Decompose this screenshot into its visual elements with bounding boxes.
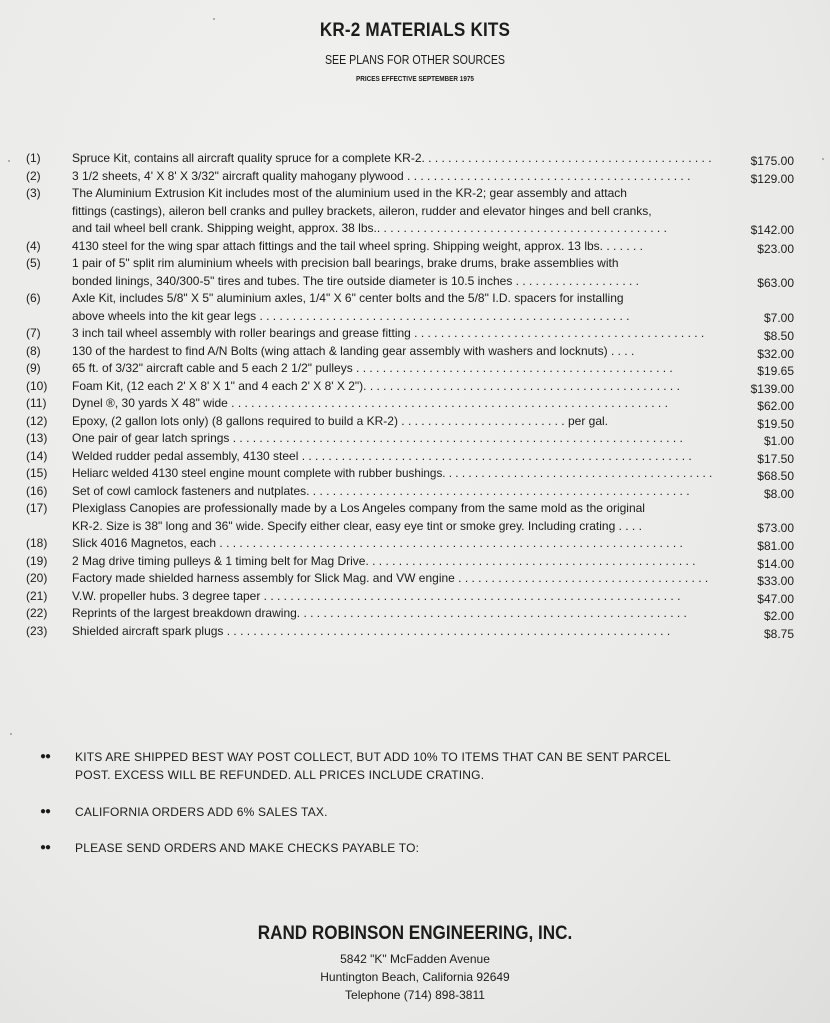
item-description [72, 378, 712, 396]
item-number: (11) [26, 396, 47, 410]
item-number: (8) [26, 343, 41, 358]
item-description [72, 290, 712, 325]
item-price: $8.75 [763, 626, 794, 641]
item-price: $1.00 [763, 434, 794, 448]
item-number: (18) [26, 536, 48, 550]
item-number: (15) [26, 466, 48, 480]
item-price: $68.50 [757, 469, 794, 483]
item-description-line: fittings (castings), aileron bell cranks and pulley brackets, aileron, rudder and elevator hinges and bell cranks, [72, 203, 652, 218]
item-number: (21) [26, 588, 48, 603]
item-description-line: One pair of gear latch springs . . . . . . . . . . . . . . . . . . . . . . . . . . . . . . . . . . . . . . . . . . . . . . . . . . . . . . . . . . . . . . . . . . . . [72, 431, 683, 445]
item-description [72, 168, 712, 186]
item-price: $7.00 [763, 310, 794, 325]
item-description-line: bonded linings, 340/300-5" tires and tubes. The tire outside diameter is 10.5 inches . . . . . . . . . . . . . . . . . . . [72, 273, 640, 288]
item-description [72, 605, 712, 623]
item-price: $47.00 [757, 591, 794, 606]
item-price: $23.00 [757, 241, 794, 256]
item-description-line: 65 ft. of 3/32" aircraft cable and 5 each 2 1/2" pulleys . . . . . . . . . . . . . . . . . . . . . . . . . . . . . . . . . . . . . . . . . . . . . . . . [72, 361, 673, 375]
order-note-line: PLEASE SEND ORDERS AND MAKE CHECKS PAYABLE TO: [75, 841, 420, 855]
item-price: $129.00 [750, 171, 794, 186]
item-price: $73.00 [757, 520, 794, 535]
company-address-city: Huntington Beach, California 92649 [320, 970, 510, 984]
item-price: $63.00 [757, 275, 794, 290]
item-description [72, 500, 712, 535]
order-note-line: CALIFORNIA ORDERS ADD 6% SALES TAX. [75, 805, 328, 819]
page-title: KR-2 MATERIALS KITS [319, 20, 511, 41]
item-description-line: 130 of the hardest to find A/N Bolts (wing attach & landing gear assembly with washers and locknuts) . . . . [72, 343, 635, 358]
order-note [75, 839, 715, 857]
item-number: (2) [26, 168, 41, 183]
item-description [72, 553, 712, 571]
item-number: (16) [26, 483, 48, 498]
item-description [72, 360, 712, 378]
item-description [72, 570, 712, 588]
item-description-line: Dynel ®, 30 yards X 48" wide . . . . . . . . . . . . . . . . . . . . . . . . . . . . . . . . . . . . . . . . . . . . . . . . . . . . . . . . . . . . . . . . . . [72, 396, 668, 410]
paper-speck [822, 158, 824, 160]
item-description-line: Epoxy, (2 gallon lots only) (8 gallons required to build a KR-2) . . . . . . . . . . . . . . . . . . . . . . . . . per gal. [72, 413, 609, 428]
item-number: (7) [26, 326, 41, 340]
item-price: $14.00 [757, 556, 794, 571]
item-description [72, 465, 712, 483]
item-number: (6) [26, 291, 41, 305]
item-number: (19) [26, 553, 48, 568]
item-description [72, 448, 712, 466]
item-description-line: KR-2. Size is 38" long and 36" wide. Specify either clear, easy eye tint or smoke grey. Including crating . . . . [72, 518, 642, 533]
prices-effective-note: PRICES EFFECTIVE SEPTEMBER 1975 [356, 74, 474, 83]
bullet-icon: ●● [40, 842, 51, 853]
order-note-line: POST. EXCESS WILL BE REFUNDED. ALL PRICES INCLUDE CRATING. [75, 768, 485, 782]
order-note [75, 748, 715, 784]
item-description-line: 3 1/2 sheets, 4' X 8' X 3/32" aircraft quality mahogany plywood . . . . . . . . . . . . . . . . . . . . . . . . . . . . . . . . . . . . . . . . . . . [72, 168, 691, 183]
item-price: $32.00 [757, 346, 794, 361]
item-number: (20) [26, 571, 48, 585]
item-description [72, 483, 712, 501]
paper-speck [10, 733, 12, 735]
item-description-line: Spruce Kit, contains all aircraft quality spruce for a complete KR-2. . . . . . . . . . . . . . . . . . . . . . . . . . . . . . . . . . . . . . . . . . . . [72, 151, 712, 165]
company-address-street: 5842 "K" McFadden Avenue [340, 952, 490, 966]
item-description [72, 413, 712, 431]
item-description [72, 255, 712, 290]
item-number: (4) [26, 238, 41, 253]
item-description-line: Slick 4016 Magnetos, each . . . . . . . . . . . . . . . . . . . . . . . . . . . . . . . . . . . . . . . . . . . . . . . . . . . . . . . . . . . . . . . . . . . . . . [72, 536, 683, 550]
item-description [72, 623, 712, 641]
company-name: RAND ROBINSON ENGINEERING, INC. [257, 923, 573, 944]
item-price: $8.00 [763, 486, 794, 501]
item-price: $175.00 [750, 154, 794, 168]
bullet-icon: ●● [40, 806, 51, 817]
item-price: $8.50 [763, 329, 794, 343]
item-number: (3) [26, 186, 41, 200]
item-price: $62.00 [757, 399, 794, 413]
bullet-icon: ●● [40, 751, 51, 762]
item-description-line: Set of cowl camlock fasteners and nutplates. . . . . . . . . . . . . . . . . . . . . . . . . . . . . . . . . . . . . . . . . . . . . . . . . . . . . . . . . . [72, 483, 690, 498]
item-number: (1) [26, 151, 41, 165]
item-description-line: The Aluminium Extrusion Kit includes most of the aluminium used in the KR-2; gear assembly and attach [72, 186, 627, 200]
item-price: $17.50 [757, 451, 794, 466]
item-description-line: above wheels into the kit gear legs . . . . . . . . . . . . . . . . . . . . . . . . . . . . . . . . . . . . . . . . . . . . . . . . . . . . . . . . [72, 308, 630, 323]
company-phone: Telephone (714) 898-3811 [345, 988, 485, 1002]
item-price: $81.00 [757, 539, 794, 553]
item-description [72, 395, 712, 413]
item-description [72, 325, 712, 343]
item-number: (23) [26, 623, 48, 638]
item-description-line: 1 pair of 5" split rim aluminium wheels with precision ball bearings, brake drums, brake assemblies with [72, 256, 619, 270]
item-description-line: Heliarc welded 4130 steel engine mount complete with rubber bushings. . . . . . . . . . . . . . . . . . . . . . . . . . . . . . . . . . . . . . . . . . [72, 466, 713, 480]
order-note-line: KITS ARE SHIPPED BEST WAY POST COLLECT, BUT ADD 10% TO ITEMS THAT CAN BE SENT PARCEL [75, 750, 671, 764]
item-number: (14) [26, 448, 48, 463]
item-price: $33.00 [757, 574, 794, 588]
page-subtitle: SEE PLANS FOR OTHER SOURCES [324, 53, 506, 67]
item-description [72, 430, 712, 448]
item-price: $19.65 [757, 364, 794, 378]
item-description-line: Axle Kit, includes 5/8" X 5" aluminium axles, 1/4" X 6" center bolts and the 5/8" I.D. spacers for installing [72, 291, 624, 305]
item-number: (9) [26, 361, 41, 375]
item-description-line: 2 Mag drive timing pulleys & 1 timing belt for Mag Drive. . . . . . . . . . . . . . . . . . . . . . . . . . . . . . . . . . . . . . . . . . . . . . . . . . [72, 553, 696, 568]
order-note [75, 803, 715, 821]
item-description-line: Shielded aircraft spark plugs . . . . . . . . . . . . . . . . . . . . . . . . . . . . . . . . . . . . . . . . . . . . . . . . . . . . . . . . . . . . . . . . . . . [72, 623, 671, 638]
item-description [72, 535, 712, 553]
paper-speck [8, 160, 10, 162]
paper-speck [213, 18, 215, 20]
item-description-line: V.W. propeller hubs. 3 degree taper . . . . . . . . . . . . . . . . . . . . . . . . . . . . . . . . . . . . . . . . . . . . . . . . . . . . . . . . . . . . . . . [72, 588, 681, 603]
item-price: $139.00 [750, 381, 794, 396]
item-price: $2.00 [763, 609, 794, 623]
item-number: (13) [26, 431, 48, 445]
item-description [72, 343, 712, 361]
item-description-line: 4130 steel for the wing spar attach fittings and the tail wheel spring. Shipping weight, approx. 13 lbs. . . . . . . [72, 238, 643, 253]
item-number: (10) [26, 378, 48, 393]
item-description-line: 3 inch tail wheel assembly with roller bearings and grease fitting . . . . . . . . . . . . . . . . . . . . . . . . . . . . . . . . . . . . . . . . . . . . [72, 326, 705, 340]
item-description-line: Plexiglass Canopies are professionally made by a Los Angeles company from the same mold as the original [72, 501, 645, 515]
item-description [72, 150, 712, 168]
item-description [72, 238, 712, 256]
item-description-line: Factory made shielded harness assembly for Slick Mag. and VW engine . . . . . . . . . . . . . . . . . . . . . . . . . . . . . . . . . . . . . . [72, 571, 709, 585]
item-number: (5) [26, 256, 41, 270]
item-description-line: Foam Kit, (12 each 2' X 8' X 1" and 4 each 2' X 8' X 2"). . . . . . . . . . . . . . . . . . . . . . . . . . . . . . . . . . . . . . . . . . . . . . . . [72, 378, 680, 393]
item-description-line: Reprints of the largest breakdown drawing. . . . . . . . . . . . . . . . . . . . . . . . . . . . . . . . . . . . . . . . . . . . . . . . . . . . . . . . . . . [72, 606, 687, 620]
item-description-line: Welded rudder pedal assembly, 4130 steel . . . . . . . . . . . . . . . . . . . . . . . . . . . . . . . . . . . . . . . . . . . . . . . . . . . . . . . . . . . [72, 448, 692, 463]
item-number: (12) [26, 413, 48, 428]
item-description [72, 588, 712, 606]
item-description [72, 185, 712, 238]
item-price: $142.00 [750, 223, 794, 237]
item-price: $19.50 [757, 416, 794, 431]
item-description-line: and tail wheel bell crank. Shipping weight, approx. 38 lbs.. . . . . . . . . . . . . . . . . . . . . . . . . . . . . . . . . . . . . . . . . . . . [72, 221, 667, 235]
item-number: (22) [26, 606, 48, 620]
item-number: (17) [26, 501, 48, 515]
